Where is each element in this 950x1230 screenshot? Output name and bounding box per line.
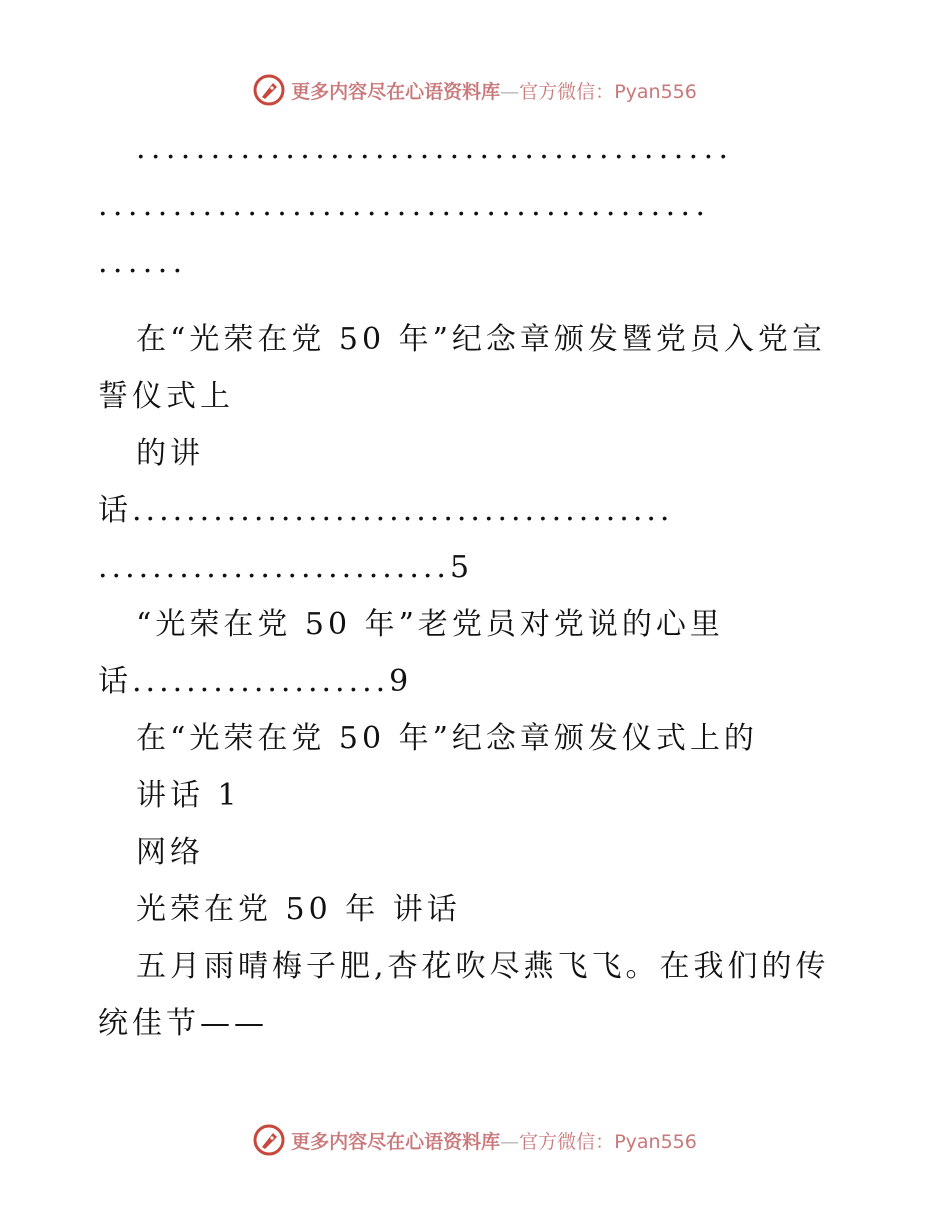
toc-entry-title: “光荣在党 50 年”老党员对党说的心里 [136, 607, 724, 642]
source-label: 网络 [136, 835, 204, 870]
toc-dots-line: ...... [98, 245, 188, 280]
toc-entry-page: 话...................9 [98, 664, 413, 699]
toc-dots-line: ........................................ [136, 131, 734, 166]
pen-nib-logo-icon [253, 1124, 285, 1156]
toc-entry-title: 的讲 [136, 436, 204, 471]
banner-brand: 更多内容尽在心语资料库 [291, 1130, 501, 1153]
banner-brand: 更多内容尽在心语资料库 [291, 80, 501, 103]
toc-entry-page: ..........................5 [98, 550, 474, 585]
banner-separator: — [500, 1130, 520, 1153]
toc-entry-title: 在“光荣在党 50 年”纪念章颁发暨党员入党宣 [136, 322, 826, 357]
paragraph-line: 五月雨晴梅子肥,杏花吹尽燕飞飞。在我们的传 [136, 949, 830, 984]
header-banner [0, 70, 950, 110]
section-title: 在“光荣在党 50 年”纪念章颁发仪式上的 [136, 721, 758, 756]
keywords: 光荣在党 50 年 讲话 [136, 892, 461, 927]
banner-wechat-label: 官方微信： [519, 1130, 615, 1153]
toc-entry-title: 誓仪式上 [98, 379, 234, 414]
paragraph-line: 统佳节—— [98, 1006, 268, 1041]
banner-text [291, 1127, 697, 1154]
banner-text [291, 77, 697, 104]
toc-dots-line: ......................................... [98, 188, 711, 223]
banner-separator: — [500, 80, 520, 103]
banner-wechat-id: Pyan556 [614, 80, 697, 103]
footer-banner [0, 1120, 950, 1160]
banner-wechat-label: 官方微信： [519, 80, 615, 103]
toc-entry-leader: 话........................................ [98, 493, 674, 528]
banner-wechat-id: Pyan556 [614, 1130, 697, 1153]
document-body [98, 120, 858, 1052]
pen-nib-logo-icon [253, 74, 285, 106]
section-title: 讲话 1 [136, 778, 241, 813]
